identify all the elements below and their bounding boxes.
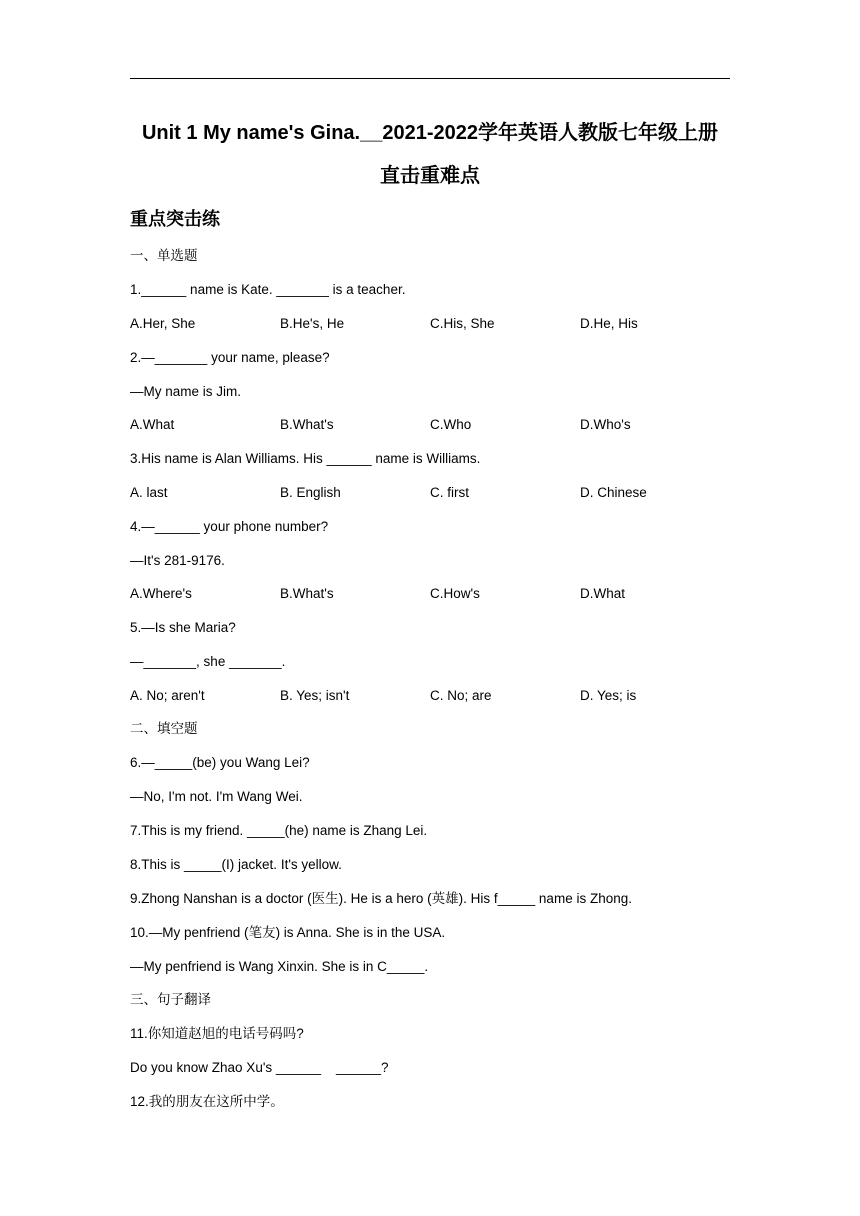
question-3: 3.His name is Alan Williams. His ______ name is Williams.	[130, 451, 481, 466]
question-4: 4.—______ your phone number?	[130, 519, 329, 534]
q3-option-d: D. Chinese	[580, 485, 647, 500]
q2-option-c: C.Who	[430, 417, 472, 432]
q10-part-a: 10.—My penfriend (	[130, 925, 249, 940]
question-7: 7.This is my friend. _____(he) name is Zhang Lei.	[130, 823, 428, 838]
q1-option-b: B.He's, He	[280, 316, 345, 331]
q4-option-a: A.Where's	[130, 586, 192, 601]
q3-option-a: A. last	[130, 485, 168, 500]
question-12: 12.我的朋友在这所中学。	[130, 1094, 284, 1109]
q4-option-d: D.What	[580, 586, 626, 601]
question-5-reply: —_______, she _______.	[130, 654, 286, 669]
question-5: 5.—Is she Maria?	[130, 620, 236, 635]
part3-heading: 三、句子翻译	[130, 992, 211, 1008]
q10-part-b: ) is Anna. She is in the USA.	[275, 925, 446, 940]
question-2-reply: —My name is Jim.	[130, 384, 242, 399]
q9-gloss-hero: 英雄	[431, 891, 459, 907]
q9-part-a: 9.Zhong Nanshan is a doctor (	[130, 891, 312, 906]
q4-option-c: C.How's	[430, 586, 480, 601]
header-rule	[130, 78, 730, 79]
q2-option-d: D.Who's	[580, 417, 631, 432]
document-title: Unit 1 My name's Gina.__2021-2022学年英语人教版七年级上册	[141, 122, 719, 144]
q5-option-c: C. No; are	[430, 688, 492, 703]
question-6-reply: —No, I'm not. I'm Wang Wei.	[130, 789, 303, 804]
q1-option-c: C.His, She	[430, 316, 495, 331]
q1-option-d: D.He, His	[580, 316, 638, 331]
question-10	[130, 924, 445, 942]
q4-option-b: B.What's	[280, 586, 334, 601]
q2-option-b: B.What's	[280, 417, 334, 432]
question-4-reply: —It's 281-9176.	[130, 553, 225, 568]
section-title: 重点突击练	[130, 209, 220, 229]
part1-heading: 一、单选题	[130, 248, 198, 264]
q3-option-b: B. English	[280, 485, 341, 500]
question-2: 2.—_______ your name, please?	[130, 350, 330, 365]
question-6: 6.—_____(be) you Wang Lei?	[130, 755, 310, 770]
q1-option-a: A.Her, She	[130, 316, 196, 331]
q10-gloss-penfriend: 笔友	[248, 925, 276, 941]
question-9	[130, 890, 632, 908]
question-8: 8.This is _____(I) jacket. It's yellow.	[130, 857, 342, 872]
question-10-reply: —My penfriend is Wang Xinxin. She is in C_____.	[130, 959, 429, 974]
q5-option-b: B. Yes; isn't	[280, 688, 350, 703]
q9-part-c: ). His f_____ name is Zhong.	[458, 891, 632, 906]
q5-option-d: D. Yes; is	[580, 688, 637, 703]
q9-part-b: ). He is a hero (	[338, 891, 432, 906]
part2-heading: 二、填空题	[130, 721, 198, 737]
question-11: 11.你知道赵旭的电话号码吗?	[130, 1026, 304, 1041]
question-11-reply: Do you know Zhao Xu's ______ ______?	[130, 1060, 389, 1075]
q9-gloss-doctor: 医生	[311, 891, 339, 907]
q3-option-c: C. first	[430, 485, 469, 500]
q2-option-a: A.What	[130, 417, 175, 432]
question-1: 1.______ name is Kate. _______ is a teacher.	[130, 282, 406, 297]
document-subtitle: 直击重难点	[380, 165, 480, 187]
q5-option-a: A. No; aren't	[130, 688, 205, 703]
